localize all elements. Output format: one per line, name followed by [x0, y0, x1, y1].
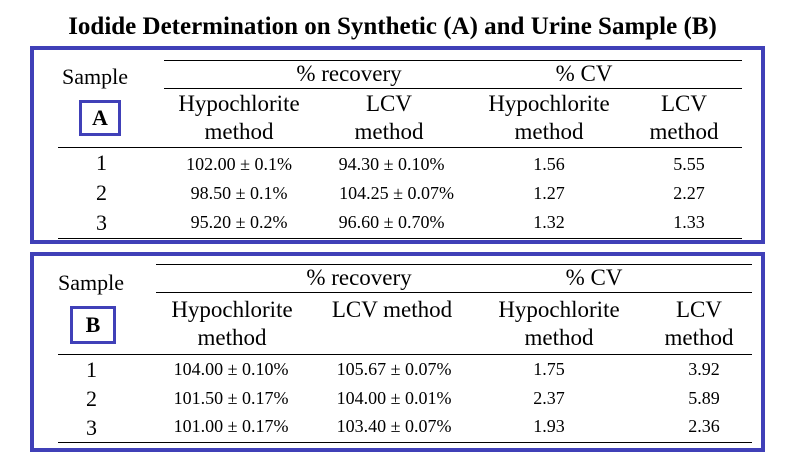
- sample-header: Sample: [62, 64, 128, 89]
- page-title: Iodide Determination on Synthetic (A) and Urine Sample (B): [68, 13, 717, 40]
- table-a-panel: Sample % recovery % CV A Hypochlorite method LCV method Hypochlorite method LCV method 1 102.00 ± 0.1% 94.30 ± 0.10% 1.56 5.55 2 98.50 ± 0.1% 104.25 ± 0.07% 1.27 2.27 3 95.20 ± 0.2% 96.60 ± 0.70% 1.32 1.33: [30, 46, 765, 244]
- cv-group-header: % CV: [555, 61, 613, 86]
- sample-a-label: A: [79, 100, 121, 136]
- group-rule: [164, 88, 742, 89]
- group-rule: [156, 292, 752, 293]
- col-lcv-cv: LCV method: [664, 297, 734, 350]
- table-b-panel: Sample % recovery % CV B Hypochlorite method LCV method Hypochlorite method LCV method 1 104.00 ± 0.10% 105.67 ± 0.07% 1.75 3.92 2 101.50 ± 0.17% 104.00 ± 0.01% 2.37 5.89 3 101.00 ± 0.17% 103.40 ± 0.07% 1.93 2.36: [30, 252, 765, 452]
- col-lcv-recovery: LCV method: [331, 297, 453, 322]
- col-hypochlorite-cv: Hypochlorite method: [488, 91, 610, 144]
- col-lcv-cv: LCV method: [649, 91, 719, 144]
- col-hypochlorite-recovery: Hypochlorite method: [178, 91, 300, 144]
- recovery-group-header: % recovery: [296, 61, 402, 86]
- sample-header: Sample: [58, 270, 124, 295]
- col-lcv-recovery: LCV method: [354, 91, 424, 144]
- header-rule: [58, 354, 752, 355]
- recovery-group-header: % recovery: [306, 265, 412, 290]
- col-hypochlorite-recovery: Hypochlorite method: [171, 297, 293, 350]
- cv-group-header: % CV: [565, 265, 623, 290]
- header-rule: [58, 147, 742, 148]
- bottom-rule: [58, 238, 742, 239]
- bottom-rule: [58, 442, 752, 443]
- sample-b-label: B: [70, 306, 116, 344]
- col-hypochlorite-cv: Hypochlorite method: [498, 297, 620, 350]
